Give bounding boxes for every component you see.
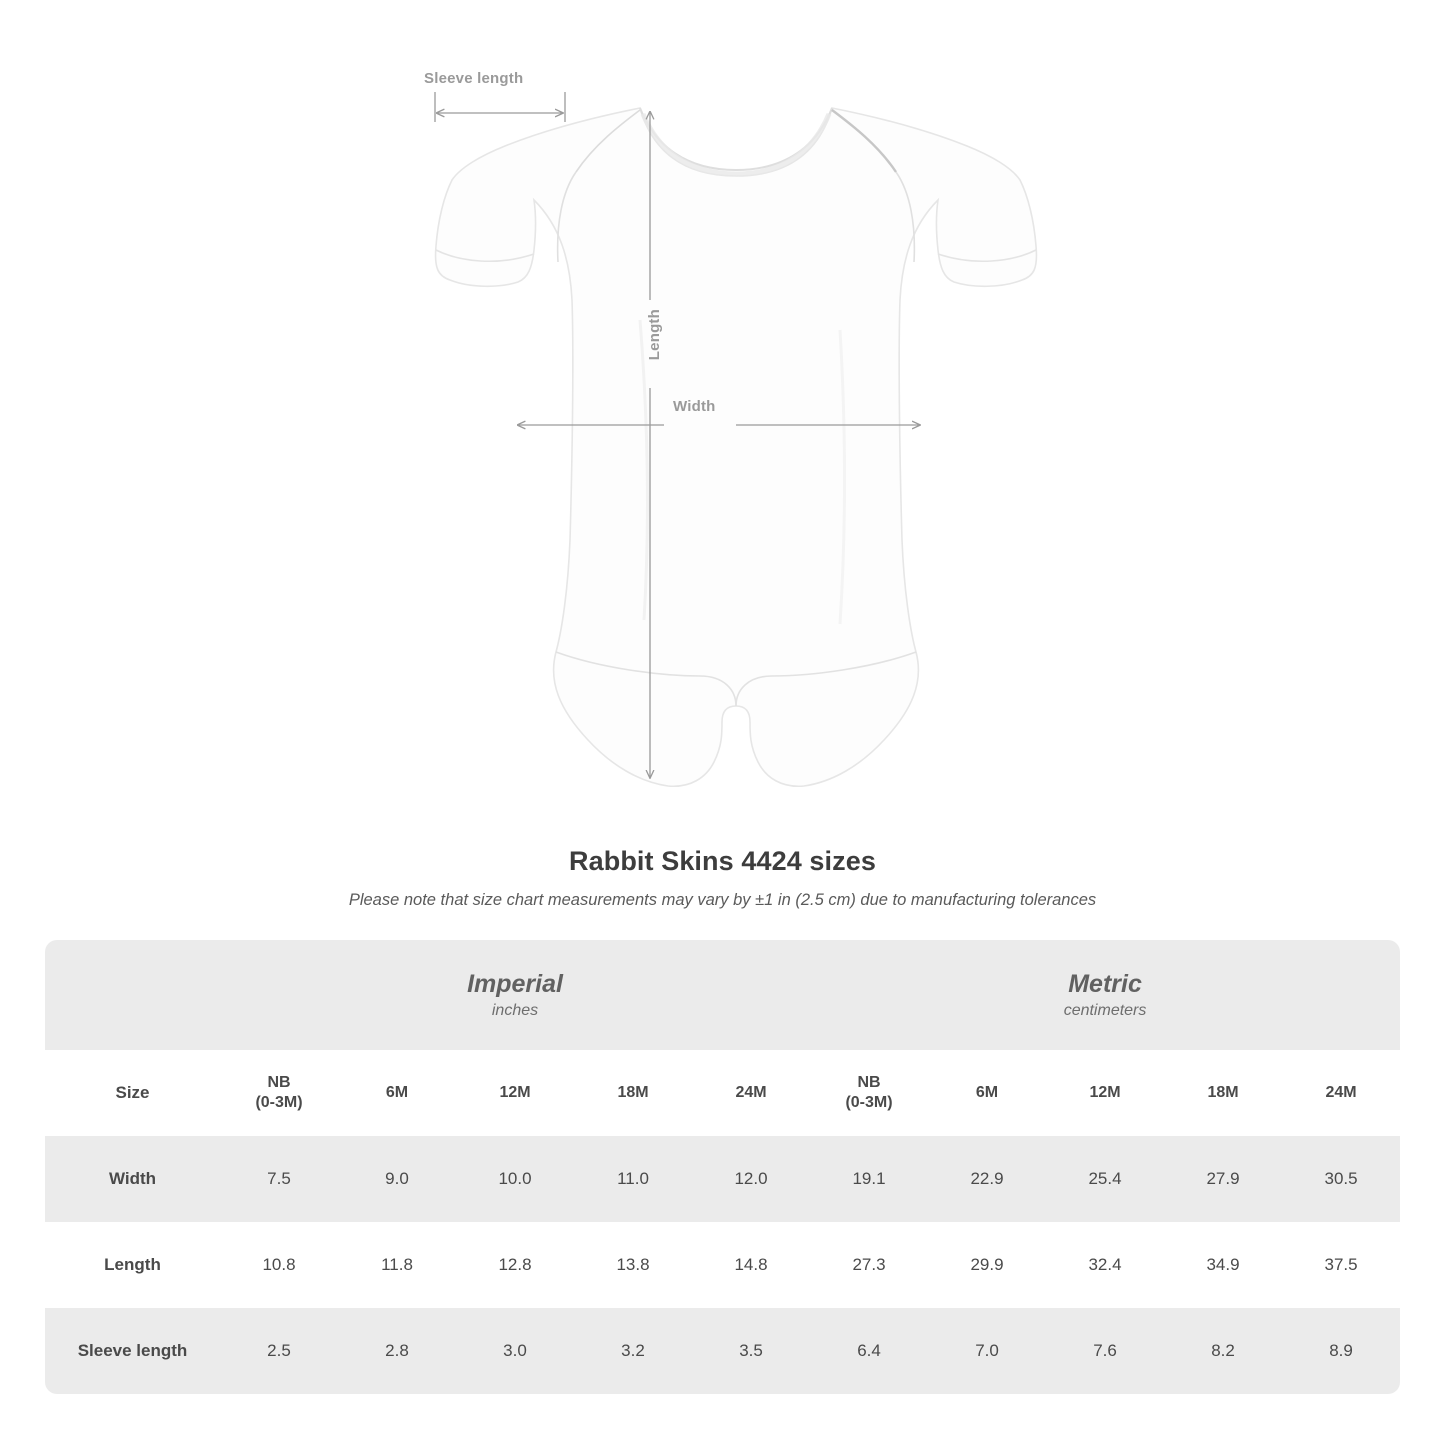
cell-sleeve-12m-in: 3.0 bbox=[456, 1308, 574, 1394]
cell-width-6m-cm: 22.9 bbox=[928, 1136, 1046, 1222]
tolerance-note: Please note that size chart measurements may vary by ±1 in (2.5 cm) due to manufacturing tolerances bbox=[348, 891, 1097, 909]
cell-sleeve-18m-cm: 8.2 bbox=[1164, 1308, 1282, 1394]
cell-length-6m-cm: 29.9 bbox=[928, 1222, 1046, 1308]
cell-width-12m-in: 10.0 bbox=[456, 1136, 574, 1222]
cell-width-12m-cm: 25.4 bbox=[1046, 1136, 1164, 1222]
cell-sleeve-nb-in: 2.5 bbox=[220, 1308, 338, 1394]
column-header-12m-metric: 12M bbox=[1046, 1050, 1164, 1136]
cell-sleeve-18m-in: 3.2 bbox=[574, 1308, 692, 1394]
size-table-wrapper bbox=[45, 940, 1400, 1394]
cell-width-24m-cm: 30.5 bbox=[1282, 1136, 1400, 1222]
page-title: Rabbit Skins 4424 sizes bbox=[569, 846, 876, 876]
cell-sleeve-6m-cm: 7.0 bbox=[928, 1308, 1046, 1394]
cell-width-6m-in: 9.0 bbox=[338, 1136, 456, 1222]
column-header-18m-imperial: 18M bbox=[574, 1050, 692, 1136]
cell-sleeve-nb-cm: 6.4 bbox=[810, 1308, 928, 1394]
column-header-18m-metric: 18M bbox=[1164, 1050, 1282, 1136]
column-header-size: Size bbox=[45, 1050, 220, 1136]
column-header-line2: (0-3M) bbox=[255, 1094, 303, 1111]
column-header-line2: (0-3M) bbox=[845, 1094, 893, 1111]
unit-header-imperial bbox=[220, 940, 810, 1050]
row-label-width: Width bbox=[45, 1136, 220, 1222]
cell-sleeve-12m-cm: 7.6 bbox=[1046, 1308, 1164, 1394]
length-annotation: Length bbox=[646, 309, 663, 361]
measure-sleeve-line bbox=[435, 92, 565, 122]
column-header-nb-metric bbox=[810, 1050, 928, 1136]
row-label-length: Length bbox=[45, 1222, 220, 1308]
size-table bbox=[45, 940, 1400, 1394]
unit-metric-sub: centimeters bbox=[1063, 1002, 1147, 1020]
column-header-12m-imperial: 12M bbox=[456, 1050, 574, 1136]
column-header-line1: NB bbox=[857, 1074, 881, 1091]
column-header-6m-imperial: 6M bbox=[338, 1050, 456, 1136]
column-header-24m-metric: 24M bbox=[1282, 1050, 1400, 1136]
column-header-6m-metric: 6M bbox=[928, 1050, 1046, 1136]
cell-length-12m-cm: 32.4 bbox=[1046, 1222, 1164, 1308]
cell-length-24m-cm: 37.5 bbox=[1282, 1222, 1400, 1308]
cell-width-18m-in: 11.0 bbox=[574, 1136, 692, 1222]
unit-imperial-sub: inches bbox=[491, 1002, 539, 1020]
column-header-24m-imperial: 24M bbox=[692, 1050, 810, 1136]
cell-length-nb-in: 10.8 bbox=[220, 1222, 338, 1308]
sleeve-length-annotation: Sleeve length bbox=[424, 70, 524, 87]
unit-header-row bbox=[45, 940, 1400, 1050]
row-label-sleeve-length: Sleeve length bbox=[45, 1308, 220, 1394]
cell-sleeve-24m-in: 3.5 bbox=[692, 1308, 810, 1394]
cell-width-18m-cm: 27.9 bbox=[1164, 1136, 1282, 1222]
cell-sleeve-24m-cm: 8.9 bbox=[1282, 1308, 1400, 1394]
cell-length-18m-in: 13.8 bbox=[574, 1222, 692, 1308]
unit-metric-name: Metric bbox=[1068, 969, 1142, 998]
table-row bbox=[45, 1308, 1400, 1394]
cell-length-18m-cm: 34.9 bbox=[1164, 1222, 1282, 1308]
cell-width-nb-in: 7.5 bbox=[220, 1136, 338, 1222]
cell-length-12m-in: 12.8 bbox=[456, 1222, 574, 1308]
cell-length-6m-in: 11.8 bbox=[338, 1222, 456, 1308]
unit-imperial-name: Imperial bbox=[467, 969, 563, 998]
cell-sleeve-6m-in: 2.8 bbox=[338, 1308, 456, 1394]
cell-width-nb-cm: 19.1 bbox=[810, 1136, 928, 1222]
table-row bbox=[45, 1222, 1400, 1308]
table-row bbox=[45, 1136, 1400, 1222]
bodysuit-shape bbox=[436, 108, 1037, 786]
cell-length-nb-cm: 27.3 bbox=[810, 1222, 928, 1308]
column-header-nb-imperial bbox=[220, 1050, 338, 1136]
cell-width-24m-in: 12.0 bbox=[692, 1136, 810, 1222]
title-block bbox=[0, 846, 1445, 910]
size-header-row bbox=[45, 1050, 1400, 1136]
cell-length-24m-in: 14.8 bbox=[692, 1222, 810, 1308]
unit-header-spacer bbox=[45, 940, 220, 1050]
column-header-line1: NB bbox=[267, 1074, 291, 1091]
unit-header-metric bbox=[810, 940, 1400, 1050]
width-annotation: Width bbox=[673, 398, 716, 415]
